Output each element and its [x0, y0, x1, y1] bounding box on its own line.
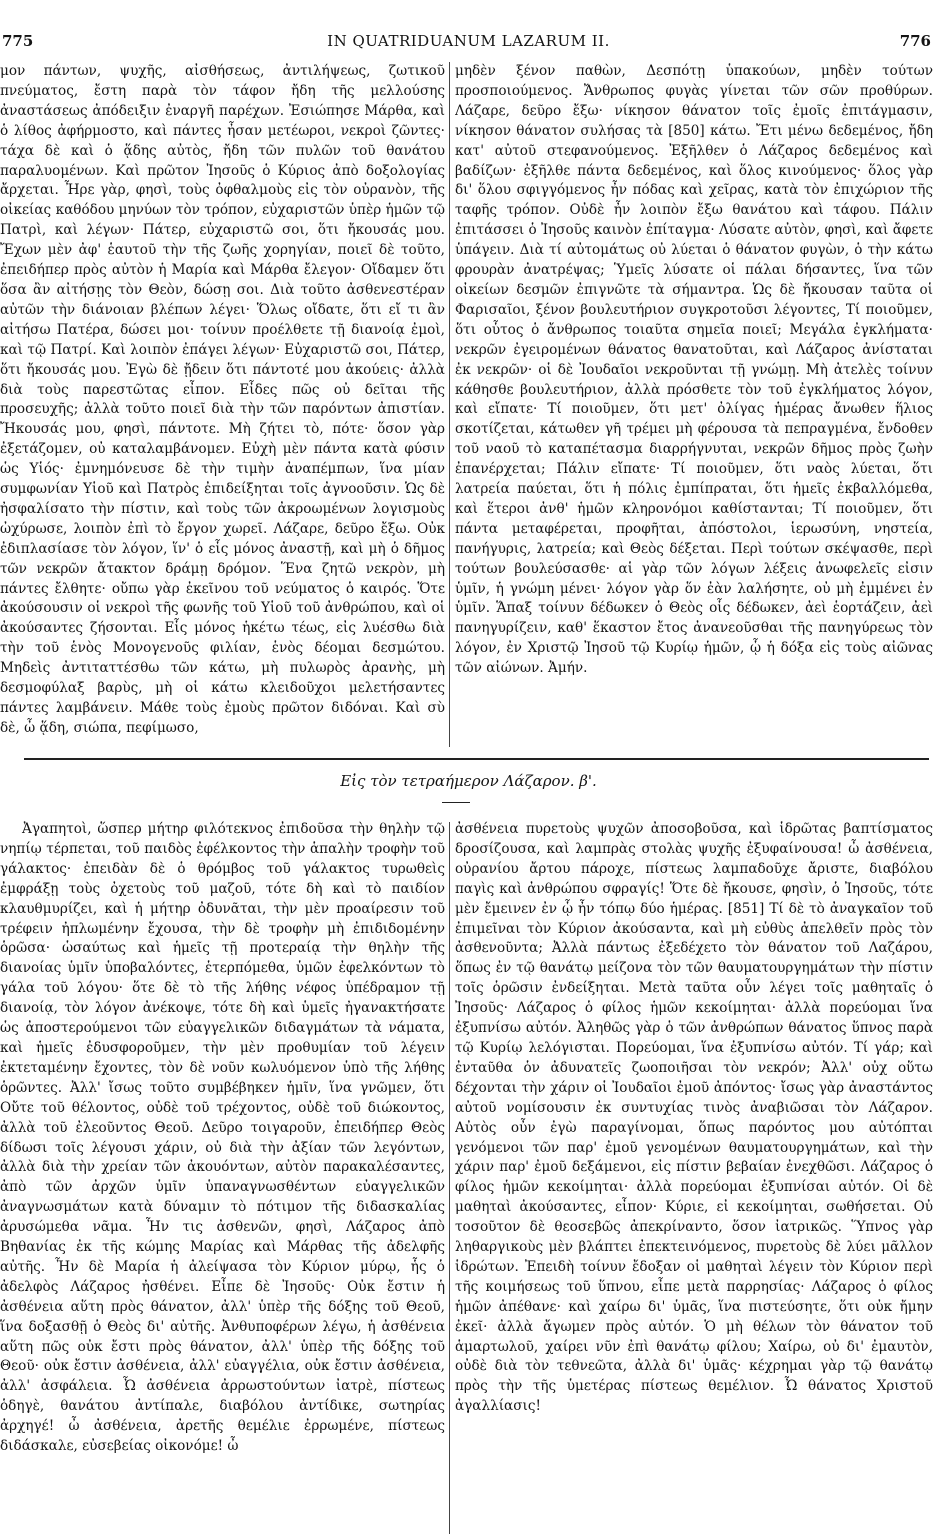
page-number-right: 776	[899, 32, 931, 50]
bottom-right-column	[455, 820, 933, 1535]
bottom-right-text: ἀσθένεια πυρετοὺς ψυχῶν ἀποσοβοῦσα, καὶ ἱδρῶτας βαπτίσματος δροσίζουσα, καὶ λαμπρὰς στολὰς ψυχῆς ἐξυφαίνουσα! ὦ ἀσθένεια, οὐρανίου ἄρτου πάροχε, πίστεως λαμπαδοῦχε ἄριστε, διαβόλου παγὶς καὶ ἀνθρώπου σφραγίς! Ὅτε δὲ ἤκουσε, φησὶν, ὁ Ἰησοῦς, τότε μὲν ἔμεινεν ἐν ᾧ ἦν τόπῳ δύο ἡμέρας. [851] Τί δὲ τὸ ἀναγκαῖον τοῦ ἐπιμεῖναι τὸν Κύριον ἀκούσαντα, καὶ μὴ εὐθὺς ἀπελθεῖν πρὸς τὸν ἀσθενοῦντα; Ἀλλὰ πάντως ἐξεδέχετο τὸν θάνατον τοῦ Λαζάρου, ὅπως ἐν τῷ θανάτῳ μείζονα τὸν τῶν θαυματουργημάτων τὴν πίστιν τοῖς ὁρῶσιν ἐνδείξηται. Μετὰ ταῦτα οὖν λέγει τοῖς μαθηταῖς ὁ Ἰησοῦς· Λάζαρος ὁ φίλος ἡμῶν κεκοίμηται· ἀλλὰ πορεύομαι ἵνα ἐξυπνίσω αὐτόν. Ἀληθῶς γὰρ ὁ τῶν ἀνθρώπων θάνατος ὕπνος παρὰ τῷ Κυρίῳ λελόγισται. Πορεύομαι, ἵνα ἐξυπνίσω αὐτόν. Τί γάρ; καὶ ἐνταῦθα ὁν ἀδυνατεῖς ζωοποιῆσαι τὸν νεκρόν; Ἀλλ' οὐχ οὕτω δέχονται τὴν χάριν οἱ Ἰουδαῖοι ἐμοῦ ἀπόντος· ἴσως γὰρ ἀναστάντος αὐτοῦ νομίσουσιν ἐκ συντυχίας τινὸς ἀναβιῶσαι τὸν Λάζαρον. Αὐτὸς οὖν ἐγὼ παραγίνομαι, ὅπως παρόντος μου αὐτόπται γενόμενοι τῶν παρ' ἐμοῦ γενομένων θαυματουργημάτων, καὶ τὴν χάριν παρ' ἐμοῦ δεξάμενοι, εἰς πίστιν βεβαίαν ἐνεχθῶσι. Λάζαρος ὁ φίλος ἡμῶν κεκοίμηται· ἀλλὰ πορεύομαι ἐξυπνίσαι αὐτόν. Οἱ δὲ μαθηταὶ ἀκούσαντες, εἶπον· Κύριε, εἰ κεκοίμηται, σωθήσεται. Οὐ τοσοῦτον δὲ θεοσεβῶς ἀπεκρίναντο, ὅσον ἰατρικῶς. Ὕπνος γὰρ ληθαργικοὺς μὲν βλάπτει ἐπεκτεινόμενος, πυρετοὺς δὲ λύει μᾶλλον ἱδρώτων. Ἐπειδὴ τοίνυν ἔδοξαν οἱ μαθηταὶ λέγειν τὸν Κύριον περὶ τῆς κοιμήσεως τοῦ ὕπνου, εἶπε μετὰ παρρησίας· Λάζαρος ὁ φίλος ἡμῶν ἀπέθανε· καὶ χαίρω δι' ὑμᾶς, ἵνα πιστεύσητε, ὅτι οὐκ ἤμην ἐκεῖ· ἀλλὰ ἄγωμεν πρὸς αὐτόν. Ὁ μὴ θέλων τὸν θάνατον τοῦ ἁμαρτωλοῦ, χαίρει νῦν ἐπὶ θανάτῳ φίλου; Χαίρω, οὐ δι' ἐμαυτὸν, οὐδὲ διὰ τὸν τεθνεῶτα, ἀλλὰ δι' ὑμᾶς· κέχρημαι γὰρ τῷ θανάτῳ πρὸς τὴν τῆς ὑμετέρας πίστεως θεμέλιον. Ὦ θάνατος Χριστοῦ ἀγαλλίασις!	[455, 821, 933, 1415]
bottom-left-column	[0, 820, 445, 1535]
subheading-rule	[442, 802, 470, 803]
column-divider-bottom	[449, 822, 450, 1534]
homily-subheading: Εἰς τὸν τετραήμερον Λάζαρον. β'.	[340, 772, 597, 790]
page-number-left: 775	[2, 32, 34, 50]
running-header	[0, 0, 937, 50]
bottom-left-text: Ἀγαπητοὶ, ὥσπερ μήτηρ φιλότεκνος ἐπιδοῦσα τὴν θηλὴν τῷ νηπίῳ τέρπεται, τοῦ παιδὸς ἐφέλκοντος τὴν ἁπαλὴν τροφὴν τοῦ γάλακτος· ἐπειδὰν δὲ ὁ θρόμβος τοῦ γάλακτος τυρωθεὶς ἐμφράξῃ τοὺς ὀχετοὺς τοῦ μαζοῦ, τότε δὴ καὶ τὸ παιδίον κλαυθμυρίζει, καὶ ἡ μήτηρ ὀδυνᾶται, τὴν μὲν προαίρεσιν τοῦ τρέφειν ἠπλωμένην ἔχουσα, τὴν δὲ τροφὴν μὴ ἐπιδιδομένην ὁρῶσα· ὡσαύτως καὶ ἡμεῖς τῇ προτεραίᾳ τὴν θηλὴν τῆς διανοίας ὑμῖν ὑποβαλόντες, ἑτερπόμεθα, ὑμῶν ἐφελκόντων τὸ γάλα τοῦ λόγου· ὅτε δὲ τὸ τῆς λήθης νέφος ὑπέδραμον τῇ διανοίᾳ, τὸν λόγον ἀνέκοψε, τότε δὴ καὶ ὑμεῖς ἠγανακτήσατε ὡς ἀποστερούμενοι τῶν εὐαγγελικῶν διδαγμάτων τὰ νάματα, καὶ ἡμεῖς ἐδυσφοροῦμεν, τὴν μὲν προθυμίαν τοῦ λέγειν ἐκτεταμένην ἔχοντες, τὸν δὲ νοῦν κωλυόμενον ὑπὸ τῆς λήθης ὁρῶντες. Ἀλλ' ἴσως τοῦτο συμβέβηκεν ἡμῖν, ἵνα γνῶμεν, ὅτι Οὔτε τοῦ θέλοντος, οὐδὲ τοῦ τρέχοντος, οὐδὲ τοῦ διώκοντος, ἀλλὰ τοῦ ἐλεοῦντος Θεοῦ. Δεῦρο τοιγαροῦν, ἐπειδήπερ Θεὸς δίδωσι τοῖς λέγουσι χάριν, οὐ διὰ τὴν ἀξίαν τῶν λεγόντων, ἀλλὰ διὰ τὴν χρείαν τῶν ἀκουόντων, αὐτὸν παρακαλέσαντες, ἀπὸ τῶν ἀρχῶν ὑμῖν ὑπαναγνωσθέντων εὐαγγελικῶν ἀναγνωσμάτων κατὰ δύναμιν τὸ πότιμον τῆς διδασκαλίας ἀρυσώμεθα νᾶμα. Ἦν τις ἀσθενῶν, φησὶ, Λάζαρος ἀπὸ Βηθανίας ἐκ τῆς κώμης Μαρίας καὶ Μάρθας τῆς ἀδελφῆς αὐτῆς. Ἦν δὲ Μαρία ἡ ἀλείψασα τὸν Κύριον μύρῳ, ἧς ὁ ἀδελφὸς Λάζαρος ἠσθένει. Εἶπε δὲ Ἰησοῦς· Οὐκ ἔστιν ἡ ἀσθένεια αὕτη πρὸς θάνατον, ἀλλ' ὑπὲρ τῆς δόξης τοῦ Θεοῦ, ἵνα δοξασθῇ ὁ Θεὸς δι' αὐτῆς. Ἀνθυποφέρων λέγω, ἡ ἀσθένεια αὕτη πῶς οὐκ ἔστι πρὸς θάνατον, ἀλλ' ὑπὲρ τῆς δόξης τοῦ Θεοῦ· οὐκ ἔστιν ἀσθένεια, ἀλλ' εὐαγγέλια, οὐκ ἔστιν ἀσθένεια, ἀλλ' ἀσφάλεια. Ὦ ἀσθένεια ἀρρωστούντων ἰατρὲ, πίστεως ὁδηγὲ, θανάτου ἀντίπαλε, διαβόλου ἀντίδικε, σωτηρίας ἀρχηγέ! ὦ ἀσθένεια, ἀρετῆς θεμέλιε ἐρρωμένε, πίστεως διδάσκαλε, εὐσεβείας οἰκονόμε! ὦ	[0, 821, 445, 1455]
section-rule	[24, 758, 929, 760]
running-title: IN QUATRIDUANUM LAZARUM II.	[327, 32, 610, 50]
column-divider-top	[449, 62, 450, 747]
top-right-text: μηδὲν ξένον παθὼν, Δεσπότῃ ὑπακούων, μηδὲν τούτων προσποιούμενος. Ἄνθρωπος φυγὰς γίνεται τῶν σῶν προθύρων. Λάζαρε, δεῦρο ἔξω· νίκησον θάνατον τοῖς ἐμοῖς ἐπιτάγμασιν, νίκησον θάνατον συλήσας τὰ [850] κάτω. Ἔτι μένω δεδεμένος, ἤδη κατ' αὐτοῦ στεφανούμενος. Ἐξῆλθεν ὁ Λάζαρος δεδεμένος καὶ βαδίζων· ἐξῆλθε πάντα δεδεμένος, καὶ ὅλος κινούμενος· ὅλος γὰρ δι' ὅλου σφιγγόμενος ἦν πόδας καὶ χεῖρας, κατὰ τὸν ἐπιχώριον τῆς ταφῆς τρόπον. Οὐδὲ ἦν λοιπὸν ἔξω θανάτου καὶ τάφου. Πάλιν ἐπιτάσσει ὁ Ἰησοῦς καινὸν ἐπίταγμα· Λύσατε αὐτὸν, φησὶ, καὶ ἄφετε ὑπάγειν. Διὰ τί αὐτομάτως οὐ λύεται ὁ θάνατον φυγὼν, ὁ τὴν κάτω φρουρὰν ἀνατρέψας; Ὑμεῖς λύσατε οἱ πάλαι δήσαντες, ἵνα τῶν οἰκείων δεσμῶν ἐπιγνῶτε τὰ σήμαντρα. Ὡς δὲ ἤκουσαν ταῦτα οἱ Φαρισαῖοι, ξένον βουλευτήριον συγκροτοῦσι λέγοντες, Τί ποιοῦμεν, ὅτι οὗτος ὁ ἄνθρωπος τοιαῦτα σημεῖα ποιεῖ; Μεγάλα ἐγκλήματα· νεκρῶν ἐγειρομένων θάνατος θανατοῦται, καὶ Λάζαρος ἀνίσταται ἐκ νεκρῶν· οἱ δὲ Ἰουδαῖοι νεκροῦνται τῇ γνώμῃ. Μὴ ἀτελὲς τοίνυν κάθησθε βουλευτήριον, ἀλλὰ πρόσθετε τὸν τοῦ ἐγκλήματος λόγον, καὶ εἴπατε· Τί ποιοῦμεν, ὅτι μετ' ὀλίγας ἡμέρας ἄνωθεν ἥλιος σκοτίζεται, κάτωθεν γῆ τρέμει μὴ φέρουσα τὰ πεπραγμένα, ἔνδοθεν τοῦ ναοῦ τὸ καταπέτασμα διαρρήγνυται, νεκρῶν δῆμος πρὸς ζωὴν ἐπανέρχεται; Πάλιν εἴπατε· Τί ποιοῦμεν, ὅτι ναὸς λύεται, ὅτι λατρεία παύεται, ὅτι ἡ πόλις ἐμπίπραται, ὅτι ἡμεῖς ἐκβαλλόμεθα, καὶ ἕτεροι ἀνθ' ἡμῶν κληρονόμοι καθίστανται; Τί ποιοῦμεν, ὅτι πάντα μεταφέρεται, προφῆται, ἀπόστολοι, ἱερωσύνη, νηστεία, πανήγυρις, λατρεία; καὶ Θεὸς δέξεται. Περὶ τούτων σκέψασθε, περὶ τούτων βουλεύσασθε· αἱ γὰρ τῶν λόγων λέξεις ἀνωφελεῖς εἰσιν ὑμῖν, ἡ γνώμη μένει· λόγον γὰρ ὅν ἐὰν λαλήσητε, οὐ μὴ ἐμμένει ἐν ὑμῖν. Ἅπαξ τοίνυν δέδωκεν ὁ Θεὸς οἷς δέδωκεν, ἀεὶ ἑορτάζειν, ἀεὶ πανηγυρίζειν, καθ' ἕκαστον ἔτος ἀνανεοῦσθαι τῆς πανηγύρεως τὸν λόγον, ἐν Χριστῷ Ἰησοῦ τῷ Κυρίῳ ἡμῶν, ᾧ ἡ δόξα εἰς τοὺς αἰῶνας τῶν αἰώνων. Ἀμήν.	[455, 63, 933, 677]
top-right-column	[455, 62, 933, 762]
top-left-column	[0, 62, 445, 762]
top-left-text: μον πάντων, ψυχῆς, αἰσθήσεως, ἀντιλήψεως, ζωτικοῦ πνεύματος, ἔστη παρὰ τὸν τάφον ἤδη τῆς μελλούσης ἀναστάσεως ἀπόδειξιν ἐναργῆ παρέχων. Ἐσιώπησε Μάρθα, καὶ ὁ λίθος ἀφήρμοστο, καὶ πάντες ἦσαν μετέωροι, νεκροὶ ζῶντες· τάχα δὲ καὶ ὁ ᾅδης αὐτὸς, ἤδη τῶν πυλῶν τοῦ θανάτου παραλυομένων. Καὶ πρῶτον Ἰησοῦς ὁ Κύριος ἀπὸ δοξολογίας ἄρχεται. Ἦρε γὰρ, φησὶ, τοὺς ὀφθαλμοὺς εἰς τὸν οὐρανὸν, τῆς οἰκείας καθόδου μηνύων τὸν τρόπον, εὐχαριστῶν ὑπὲρ ἡμῶν τῷ Πατρὶ, καὶ λέγων· Πάτερ, εὐχαριστῶ σοι, ὅτι ἤκουσάς μου. Ἔχων μὲν ἀφ' ἑαυτοῦ τὴν τῆς ζωῆς χορηγίαν, ποιεῖ δὲ τοῦτο, ἐπειδήπερ πρὸς αὐτὸν ἡ Μαρία καὶ Μάρθα ἔλεγον· Οἴδαμεν ὅτι ὅσα ἂν αἰτήσῃς τὸν Θεὸν, δώσῃ σοι. Διὰ τοῦτο ἀσθενεστέραν αὐτῶν τὴν διάνοιαν βλέπων λέγει· Ὅλως οἴδατε, ὅτι εἴ τι ἂν αἰτήσω Πατέρα, δώσει μοι· τοίνυν προέλθετε τῇ διανοίᾳ ἐμοὶ, καὶ τῷ Πατρί. Καὶ λοιπὸν ἐπάγει λέγων· Εὐχαριστῶ σοι, Πάτερ, ὅτι ἤκουσάς μου. Ἐγὼ δὲ ᾔδειν ὅτι πάντοτέ μου ἀκούεις· ἀλλὰ διὰ τοὺς παρεστῶτας εἶπον. Εἶδες πῶς οὐ δεῖται τῆς προσευχῆς; ἀλλὰ τοῦτο ποιεῖ διὰ τὴν τῶν παρόντων ἀπιστίαν. Ἤκουσάς μου, φησὶ, πάντοτε. Μὴ ζήτει τὸ, πότε· ὅσον γὰρ ἐξετάζομεν, οὐ καταλαμβάνομεν. Εὐχὴ μὲν πάντα κατὰ φύσιν ὡς Υἱός· ἐμνημόνευσε δὲ τὴν τιμὴν ἀναπέμπων, ἵνα μίαν συμφωνίαν Υἱοῦ καὶ Πατρὸς ἐπιδείξηται τοῖς ἀγνοοῦσιν. Ὡς δὲ ἠσφαλίσατο τὴν πίστιν, καὶ τοὺς τῶν ἀκροωμένων λογισμοὺς ὠχύρωσε, λοιπὸν ἐπὶ τὸ ἔργον χωρεῖ. Λάζαρε, δεῦρο ἔξω. Οὐκ ἐδιπλασίασε τὸν λόγον, ἵν' ὁ εἷς μόνος ἀναστῇ, καὶ μὴ ὁ δῆμος τῶν νεκρῶν ἄτακτον δράμῃ δρόμον. Ἕνα ζητῶ νεκρὸν, μὴ πάντες ἔλθητε· οὔπω γὰρ ἐκεῖνου τοῦ νεύματος ὁ καιρός. Ὅτε ἀκούσουσιν οἱ νεκροὶ τῆς φωνῆς τοῦ Υἱοῦ τοῦ ἀνθρώπου, καὶ οἱ ἀκούσαντες ζήσονται. Εἷς μόνος ἡκέτω τέως, εἰς λυέσθω διὰ τὴν τοῦ ἑνὸς Μονογενοῦς φιλίαν, ἑνὸς δέομαι δεσμώτου. Μηδεὶς ἀντιταττέσθω τῶν κάτω, μὴ πυλωρὸς ἀρανὴς, μὴ δεσμοφύλαξ βαρὺς, μὴ οἱ κάτω κλειδοῦχοι μελετήσαντες πάντες λαμβάνειν. Μάθε τοὺς ἐμοὺς πρῶτον διδόναι. Καὶ σὺ δὲ, ὦ ᾅδη, σιώπα, πεφίμωσο,	[0, 63, 445, 736]
